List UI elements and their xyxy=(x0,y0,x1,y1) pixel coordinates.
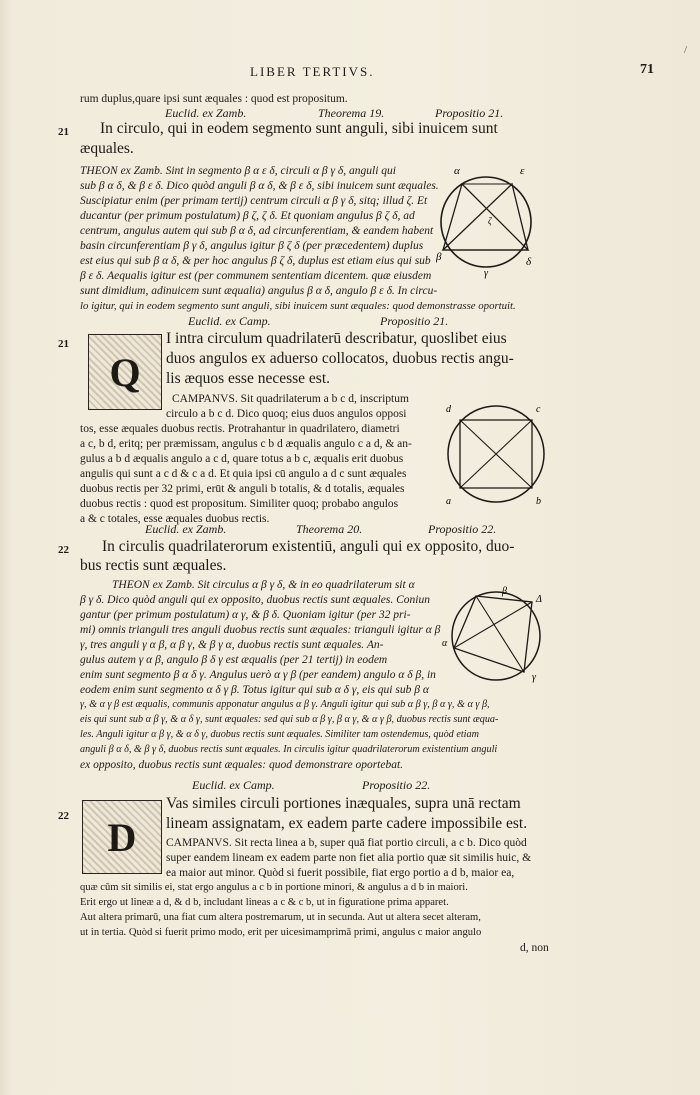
figure-label: a xyxy=(446,496,451,507)
figure-label: ε xyxy=(520,165,525,177)
heading-proposition: Propositio 22. xyxy=(362,778,431,792)
theon-line: Suscipiatur enim (per primam tertij) centrum circuli α β γ δ, sitq; illud ζ. Et xyxy=(80,195,428,207)
page-number: 71 xyxy=(640,62,654,77)
figure-label: Δ xyxy=(536,594,542,605)
heading-source: Euclid. ex Zamb. xyxy=(165,106,247,120)
campanus-line: Aut altera primarū, una fiat cum altera postremarum, ut in secunda. Aut ut altera secet alteram, xyxy=(80,912,481,923)
statement-line: lis æquos esse necesse est. xyxy=(166,370,331,387)
figure-label: α xyxy=(454,165,460,177)
figure-label: b xyxy=(536,496,541,507)
theon-line: anguli β α δ, & β γ δ, duobus rectis sunt æquales. In circulis igitur quadrilaterorum existentium anguli xyxy=(80,744,498,755)
theon-line: basin circunferentiam β γ δ, angulus igitur β ζ δ (per præcedentem) duplus xyxy=(80,240,424,252)
theon-line: est eius qui sub β α δ, & per hoc angulus β ζ δ, duplus est etiam eius qui sub xyxy=(80,255,431,267)
campanus-line: super eandem lineam ex eadem parte non fiet alia portio quæ sit similis huic, & xyxy=(166,852,532,864)
heading-source: Euclid. ex Camp. xyxy=(192,778,275,792)
campanus-line: gulus a b d æqualis angulo a c d, quare totus a b c, æqualis erit duobus xyxy=(80,453,404,465)
corner-mark: / xyxy=(684,44,688,56)
carry-line: rum duplus,quare ipsi sunt æquales : quod est propositum. xyxy=(80,93,348,105)
figure-label: c xyxy=(536,404,541,415)
theon-line: THEON ex Zamb. Sint in segmento β α ε δ, circuli α β γ δ, anguli qui xyxy=(80,165,396,177)
catchword: d, non xyxy=(520,942,549,954)
theon-line: centrum, angulus autem qui sub β α δ, ad circunferentiam, & eandem habent xyxy=(80,225,434,237)
figure-label: ζ xyxy=(488,216,492,226)
theon-line: β γ δ. Dico quòd anguli qui ex opposito, duobus rectis sunt æquales. Coniun xyxy=(80,594,430,606)
statement-line: In circulis quadrilaterorum existentiū, anguli qui ex opposito, duo- xyxy=(102,538,515,555)
initial-letter: Q xyxy=(109,349,141,395)
heading-source: Euclid. ex Zamb. xyxy=(145,522,227,536)
campanus-line: CAMPANVS. Sit quadrilaterum a b c d, inscriptum xyxy=(172,393,409,405)
figure-label: γ xyxy=(532,672,536,683)
margin-number: 21 xyxy=(58,126,69,138)
theon-line: THEON ex Zamb. Sit circulus α β γ δ, & in eo quadrilaterum sit α xyxy=(112,579,415,591)
campanus-line: quæ cūm sit similis ei, stat ergo angulus a c b in portione minori, & angulus a d b in maiori. xyxy=(80,882,468,893)
statement-line: Vas similes circuli portiones inæquales, supra unā rectam xyxy=(166,795,521,812)
campanus-line: CAMPANVS. Sit recta linea a b, super quā fiat portio circuli, a c b. Dico quòd xyxy=(166,837,527,849)
theon-line: γ, tres anguli γ α β, α β γ, & β γ α, duobus rectis sunt æquales. An- xyxy=(80,639,384,651)
figure-inscribed-quadrilateral xyxy=(440,396,550,512)
theon-line: les. Anguli igitur α β γ, & α δ γ, duobus rectis sunt æquales. Similiter tam ostendemus, quòd etiam xyxy=(80,729,479,740)
campanus-line: ea maior aut minor. Quòd si fuerit possibile, fiat ergo portio a d b, maior ea, xyxy=(166,867,515,879)
heading-proposition: Propositio 21. xyxy=(380,314,449,328)
theon-line: gantur (per primum postulatum) α γ, & β δ. Quoniam igitur (per 32 pri- xyxy=(80,609,411,621)
figure-label: δ xyxy=(526,256,532,268)
theon-line: γ, & α γ β est æqualis, communis apponatur angulus α β γ. Anguli igitur qui sub α β γ, β α γ, & α γ β, xyxy=(80,699,490,710)
margin-number: 21 xyxy=(58,338,69,350)
running-head: LIBER TERTIVS. xyxy=(250,64,375,79)
campanus-line: duobus rectis per 32 primi, erūt & anguli b totalis, & d totalis, æquales xyxy=(80,483,405,495)
campanus-line: duobus rectis : quod est propositum. Similiter quoq; probabo angulos xyxy=(80,498,399,510)
theon-line: eis qui sunt sub α β γ, & α δ γ, sunt æquales: sed qui sub α β γ, β α γ, & α γ β, duobus rectis sunt æqua- xyxy=(80,714,499,725)
campanus-line: Erit ergo ut lineæ a d, & d b, includant lineas a c & c b, ut in figuratione prima apparet. xyxy=(80,897,449,908)
decorated-initial xyxy=(88,334,162,410)
theon-line: sub β α δ, & β ε δ. Dico quòd anguli β α δ, & β ε δ, sibi inuicem sunt æquales. xyxy=(80,180,439,192)
campanus-line: circulo a b c d. Dico quoq; eius duos angulos opposi xyxy=(166,408,407,420)
theon-line: lo igitur, qui in eodem segmento sunt anguli, sibi inuicem sunt æquales: quod demonstrasse oportuit. xyxy=(80,300,516,312)
figure-circle-quadrilateral xyxy=(440,584,550,684)
margin-number: 22 xyxy=(58,810,69,822)
campanus-line: ut in tertia. Quòd si fuerit primo modo, erit per uicesimamprimā primi, angulus c maior angulo xyxy=(80,927,482,938)
theon-line: β ε δ. Aequalis igitur est (per communem sententiam dicentem. quæ eiusdem xyxy=(80,270,432,282)
decorated-initial xyxy=(82,800,162,874)
campanus-line: a & c totales, esse æquales duobus rectis. xyxy=(80,513,270,525)
heading-source: Euclid. ex Camp. xyxy=(188,314,271,328)
margin-number: 22 xyxy=(58,544,69,556)
statement-line: duos angulos ex aduerso collocatos, duobus rectis angu- xyxy=(166,350,514,367)
theon-line: ex opposito, duobus rectis sunt æquales: quod demonstrare oportebat. xyxy=(80,759,404,771)
campanus-line: angulis qui sunt a c d & c a d. Et quia ipsi cū angulo a d c sunt æquales xyxy=(80,468,407,480)
figure-label: γ xyxy=(484,268,488,279)
figure-circle-triangle xyxy=(436,160,536,280)
campanus-line: a c, b d, eritq; per præmissam, angulus c b d æqualis angulo c a d, & an- xyxy=(80,438,412,450)
heading-proposition: Propositio 21. xyxy=(435,106,504,120)
theon-line: sunt dimidium, adinuicem sunt æqualia) angulus β α δ, angulo β ε δ. In circu- xyxy=(80,285,438,297)
heading-proposition: Propositio 22. xyxy=(428,522,497,536)
figure-label: d xyxy=(446,404,451,415)
theon-line: gulus autem γ α β, angulo β δ γ est æqualis (per 21 tertij) in eodem xyxy=(80,654,388,666)
statement-line: æquales. xyxy=(80,140,134,157)
figure-label: β xyxy=(436,251,442,263)
theon-line: ducantur (per primum postulatum) β ζ, ζ δ. Et quoniam angulus β ζ δ, ad xyxy=(80,210,415,222)
theon-line: eodem enim sunt segmento α δ γ β. Totus igitur qui sub α δ γ, eis qui sub β α xyxy=(80,684,429,696)
statement-line: In circulo, qui in eodem segmento sunt anguli, sibi inuicem sunt xyxy=(100,120,498,137)
statement-line: I intra circulum quadrilaterū describatur, quoslibet eius xyxy=(166,330,507,347)
figure-label: β xyxy=(502,586,507,597)
heading-theorem: Theorema 20. xyxy=(296,522,363,536)
statement-line: lineam assignatam, ex eadem parte cadere impossibile est. xyxy=(166,815,528,832)
theon-line: mi) omnis trianguli tres anguli duobus rectis sunt æquales: trianguli igitur α β xyxy=(80,624,441,636)
theon-line: enim sunt segmento β α δ γ. Angulus uerò α γ β (per eandem) angulo α δ β, in xyxy=(80,669,436,681)
statement-line: bus rectis sunt æquales. xyxy=(80,557,227,574)
campanus-line: tos, esse æquales duobus rectis. Protrahantur in quadrilatero, diametri xyxy=(80,423,400,435)
initial-letter: D xyxy=(107,814,137,860)
figure-label: α xyxy=(442,638,448,649)
heading-theorem: Theorema 19. xyxy=(318,106,385,120)
